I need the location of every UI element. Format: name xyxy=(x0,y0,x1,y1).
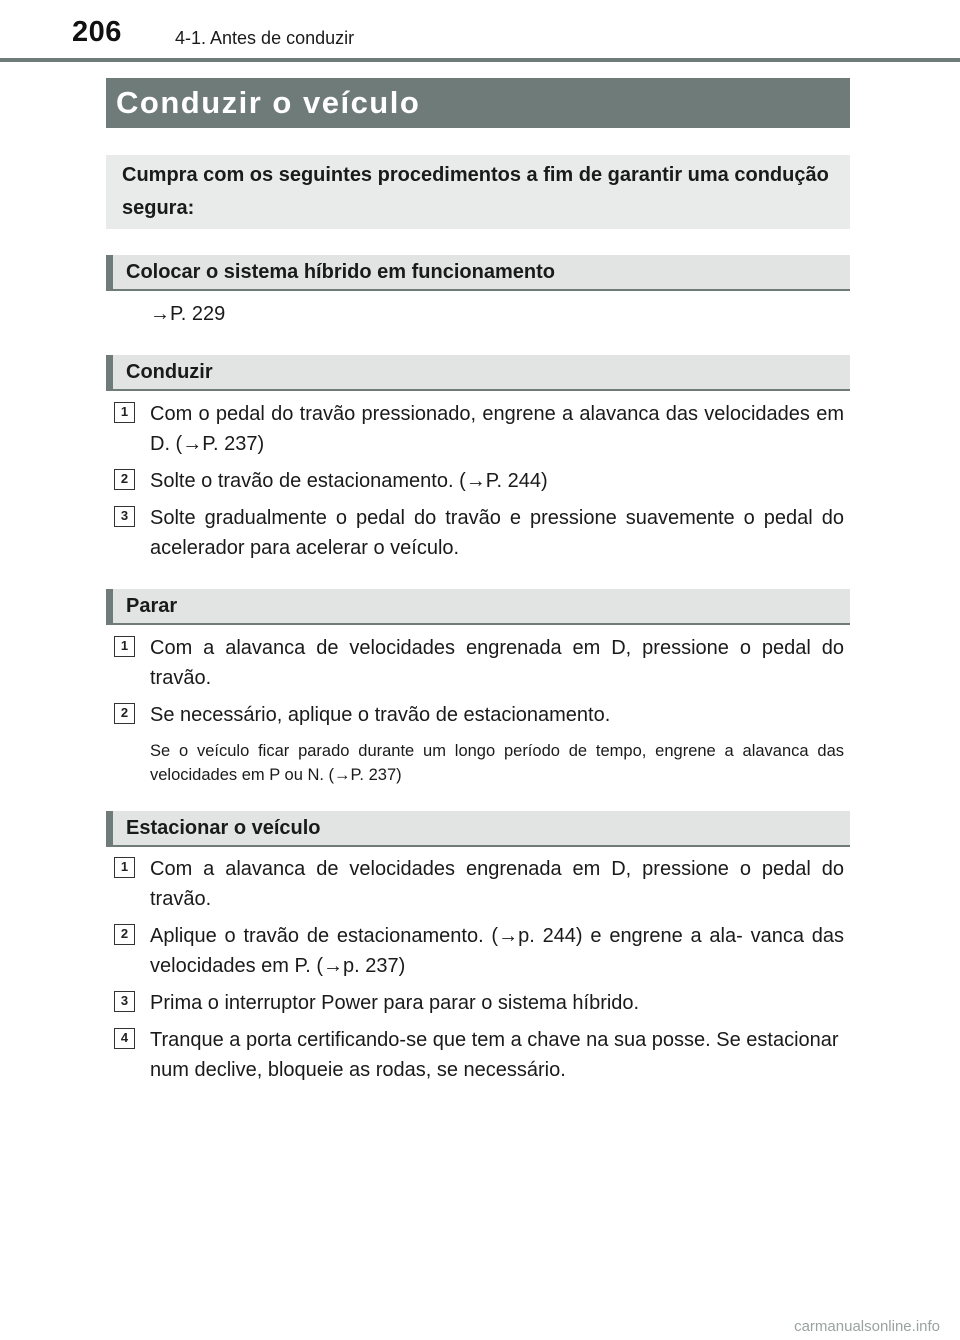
step-text: Prima o interruptor Power para parar o sistema híbrido. xyxy=(150,992,640,1014)
section-heading-stop xyxy=(106,589,850,625)
step-number: 1 xyxy=(114,402,135,423)
watermark: carmanualsonline.info xyxy=(794,1318,940,1335)
intro-box xyxy=(106,155,850,229)
step-text: Solte gradualmente o pedal do travão e pressione suavemente o pedal do acelerador para acelerar o veículo. xyxy=(150,507,844,559)
step-number: 1 xyxy=(114,636,135,657)
page-reference: →P. 229 xyxy=(150,303,226,325)
step-number: 2 xyxy=(114,469,135,490)
step-number: 4 xyxy=(114,1028,135,1049)
title-bar xyxy=(106,78,850,128)
section-heading-drive xyxy=(106,355,850,391)
section-heading-start-hybrid xyxy=(106,255,850,291)
note-text: Se o veículo ficar parado durante um longo período de tempo, engrene a alavanca das velocidades em P ou N. (→P. 237) xyxy=(150,742,844,784)
step-text: Tranque a porta certificando-se que tem a chave na sua posse. Se estacionar num declive, bloqueie as rodas, se necessário. xyxy=(150,1029,839,1081)
step-text: Com a alavanca de velocidades engrenada em D, pressione o pedal do travão. xyxy=(150,858,844,910)
step-number: 2 xyxy=(114,703,135,724)
header-rule xyxy=(0,58,960,62)
page-header xyxy=(0,0,960,62)
page-number: 206 xyxy=(72,16,122,48)
section-label: 4-1. Antes de conduzir xyxy=(175,28,355,48)
step-text: Com a alavanca de velocidades engrenada em D, pressione o pedal do travão. xyxy=(150,637,844,689)
step-number: 1 xyxy=(114,857,135,878)
step-text: Aplique o travão de estacionamento. (→p. 244) e engrene a ala- vanca das velocidades em P. (→p. 237) xyxy=(150,925,844,977)
section-heading-text: Conduzir xyxy=(126,361,213,383)
section-heading-text: Colocar o sistema híbrido em funcionamento xyxy=(126,261,555,283)
step-text: Se necessário, aplique o travão de estacionamento. xyxy=(150,704,611,726)
intro-text: Cumpra com os seguintes procedimentos a fim de garantir uma condução segura: xyxy=(122,164,829,219)
step-text: Solte o travão de estacionamento. (→P. 244) xyxy=(150,470,548,492)
page-title: Conduzir o veículo xyxy=(116,85,421,120)
step-number: 3 xyxy=(114,991,135,1012)
section-heading-text: Estacionar o veículo xyxy=(126,817,321,839)
step-number: 3 xyxy=(114,506,135,527)
step-number: 2 xyxy=(114,924,135,945)
step-text: Com o pedal do travão pressionado, engrene a alavanca das velocidades em D. (→P. 237) xyxy=(150,403,844,455)
section-heading-text: Parar xyxy=(126,595,178,617)
section-heading-park xyxy=(106,811,850,847)
